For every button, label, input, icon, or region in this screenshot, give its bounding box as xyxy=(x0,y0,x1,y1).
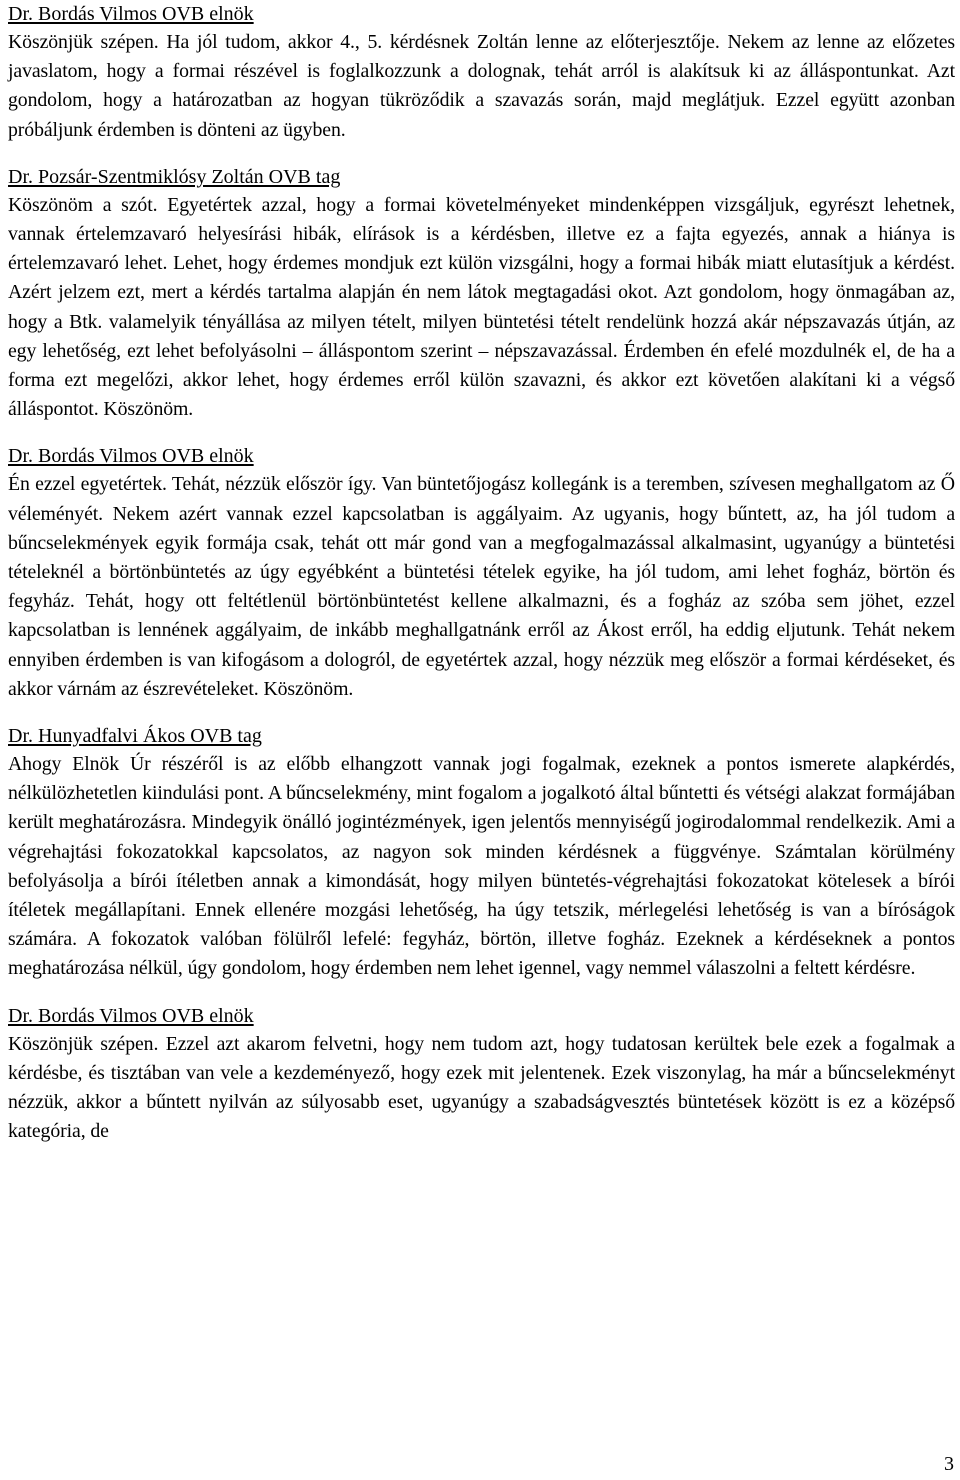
speech-block-4 xyxy=(8,722,955,984)
speech-block-3 xyxy=(8,442,955,704)
speech-block-1 xyxy=(8,0,955,145)
speaker-name: Dr. Pozsár-Szentmiklósy Zoltán OVB tag xyxy=(8,165,341,188)
speaker-name: Dr. Hunyadfalvi Ákos OVB tag xyxy=(8,725,262,748)
document-page xyxy=(8,0,955,1165)
speech-block-5 xyxy=(8,1002,955,1147)
speech-text: Köszönjük szépen. Ha jól tudom, akkor 4., 5. kérdésnek Zoltán lenne az előterjesztője. Nekem az lenne az előzetes javaslatom, hogy a formai részével is foglalkozzunk a dolognak, tehát arról is alakítsuk ki az álláspontunkat. Azt gondolom, hogy a határozatban az hogyan tükröződik a szavazás során, majd meglátjuk. Ezzel együtt azonban próbáljunk érdemben is dönteni az ügyben. xyxy=(8,31,955,141)
speech-text: Ahogy Elnök Úr részéről is az előbb elhangzott vannak jogi fogalmak, ezeknek a pontos ismerete alapkérdés, nélkülözhetetlen kiindulási pont. A bűncselekmény, mint fogalom a jogalkotó által bűntetti és vétségi alakzat formájában került meghatározásra. Mindegyik önálló jogintézmények, igen jelentős mennyiségű jogirodalommal rendelkezik. Ami a végrehajtási fokozatokkal kapcsolatos, az nagyon sok minden kérdésnek a függvénye. Számtalan körülmény befolyásolja a bírói ítéletben annak a kimondását, hogy milyen büntetés-végrehajtási fokozatokat kötelesek a bírói ítéletek megállapítani. Ennek ellenére mozgási lehetőség, ha úgy tetszik, mérlegelési lehetőség is van a bíróságok számára. A fokozatok valóban fölülről lefelé: fegyház, börtön, illetve fogház. Ezeknek a kérdéseknek a pontos meghatározása nélkül, úgy gondolom, hogy érdemben nem lehet igennel, vagy nemmel válaszolni a feltett kérdésre. xyxy=(8,753,955,980)
speaker-name: Dr. Bordás Vilmos OVB elnök xyxy=(8,3,254,25)
speech-text: Köszönjük szépen. Ezzel azt akarom felvetni, hogy nem tudom azt, hogy tudatosan kerültek bele ezek a fogalmak a kérdésbe, és tisztában van vele a kezdeményező, hogy ezek mit jelentenek. Ezek viszonylag, ha már a bűncselekményt nézzük, akkor a bűntett nyilván az súlyosabb eset, ugyanúgy a szabadságvesztés büntetések között is ez a középső kategória, de xyxy=(8,1032,955,1143)
speaker-name: Dr. Bordás Vilmos OVB elnök xyxy=(8,1004,254,1027)
speech-text: Köszönöm a szót. Egyetértek azzal, hogy a formai követelményeket mindenképpen vizsgáljuk, egyrészt lehetnek, vannak értelemzavaró helyesírási hibák, elírások is a kérdésben, illetve ez a fajta egyezés, annak a hiánya is értelemzavaró lehet. Lehet, hogy érdemes mondjuk ezt külön vizsgálni, hogy a formai hibák miatt elutasítjuk a kérdést. Azért jelzem ezt, mert a kérdés tartalma alapján én nem látok megtagadási okot. Azt gondolom, hogy önmagában az, hogy a Btk. valamelyik tényállása az milyen tételt, milyen büntetési tételt rendelünk hozzá akár népszavazás útján, az egy lehetőség, ezt lehet befolyásolni – álláspontom szerint – népszavazással. Érdemben én efelé mozdulnék el, de ha a forma ezt megelőzi, akkor lehet, hogy érdemes erről külön szavazni, és akkor ezt követően alakítani ki a végső álláspontot. Köszönöm. xyxy=(8,193,955,421)
speech-text: Én ezzel egyetértek. Tehát, nézzük először így. Van büntetőjogász kollegánk is a teremben, szívesen meghallgatom az Ő véleményét. Nekem azért vannak ezzel kapcsolatban is aggályaim. Az ugyanis, hogy bűntett, az, ha jól tudom a bűncselekmények egyik formája csak, tehát ott már gond van a megfogalmazással alkalmasint, ugyanúgy a büntetési tételeknél a börtönbüntetés az úgy egyébként a büntetési tételek egyike, ha jól tudom, ami lehet fogház, börtön és fegyház. Tehát, hogy ott feltétlenül börtönbüntetést kellene alkalmazni, és a fogház az szóba sem jöhet, ezzel kapcsolatban is lennének aggályaim, de inkább meghallgatnánk erről az Ákost erről, ha eddig eljutunk. Tehát nekem ennyiben érdemben is van kifogásom a dologról, de egyetértek azzal, hogy nézzük meg először a formai kérdéseket, és akkor várnám az észrevételeket. Köszönöm. xyxy=(8,473,955,700)
speaker-name: Dr. Bordás Vilmos OVB elnök xyxy=(8,445,254,468)
speech-block-2 xyxy=(8,163,955,425)
page-number: 3 xyxy=(944,1453,954,1475)
